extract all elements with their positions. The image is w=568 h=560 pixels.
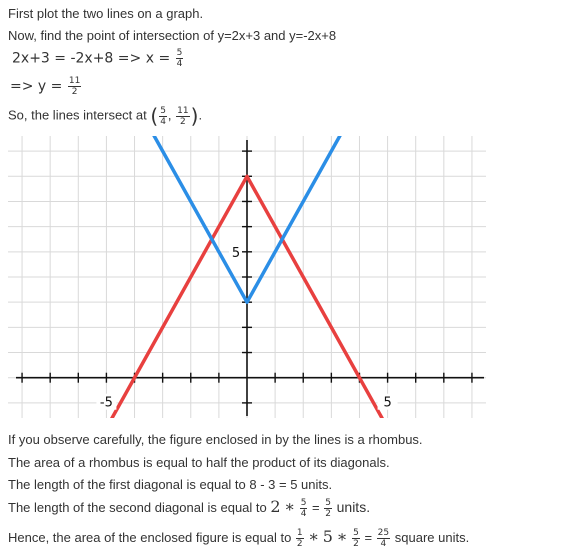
- equals-symbol: =: [312, 500, 320, 515]
- intro-line-2: Now, find the point of intersection of y=2x+3 and y=-2x+8: [8, 28, 337, 43]
- line-graph: [8, 136, 486, 418]
- equation-x-left: 2x+3 = -2x+8 => x =: [12, 50, 171, 67]
- fraction-numerator: 1: [296, 528, 303, 539]
- times-symbol: ∗: [308, 527, 320, 546]
- fraction-denominator: 4: [176, 59, 183, 69]
- fraction-denominator: 4: [380, 539, 387, 550]
- fraction-denominator: 2: [71, 87, 78, 97]
- intro-line-1: First plot the two lines on a graph.: [8, 6, 204, 21]
- fraction-five-halves: [352, 528, 360, 549]
- period: .: [198, 107, 203, 123]
- fraction-numerator: 5: [353, 528, 359, 539]
- fraction-twenty-five-fourths: [377, 528, 390, 549]
- line5-units: square units.: [394, 530, 470, 545]
- fraction-numerator: 5: [160, 105, 166, 116]
- fraction-numerator: 11: [177, 105, 189, 116]
- conclusion-line-5: [8, 527, 469, 549]
- conclusion-line-4: [8, 497, 370, 519]
- fraction-numerator: 5: [176, 48, 183, 58]
- fraction-y-value: [68, 76, 81, 97]
- fraction-denominator: 2: [296, 539, 303, 550]
- fraction-numerator: 5: [325, 498, 331, 509]
- x-tick-label: -5: [99, 395, 113, 411]
- fraction-denominator: 2: [180, 116, 186, 127]
- x-tick-label: 5: [383, 395, 392, 411]
- y-tick-label: 5: [231, 245, 241, 261]
- fraction-denominator: 4: [300, 509, 307, 520]
- fraction-one-half: [296, 528, 304, 549]
- open-paren: (: [150, 104, 159, 128]
- times-symbol: ∗: [336, 527, 348, 546]
- fraction-x-value: [176, 48, 184, 69]
- equals-symbol: =: [364, 530, 373, 545]
- fraction-five-halves: [324, 498, 332, 519]
- times-symbol: ∗: [284, 497, 296, 516]
- conclusion-line-3: The length of the first diagonal is equal to 8 - 3 = 5 units.: [8, 477, 333, 492]
- line4-two: 2: [270, 497, 281, 516]
- line5-text: Hence, the area of the enclosed figure is equal to: [8, 530, 292, 545]
- line4-text: The length of the second diagonal is equal to: [8, 500, 267, 515]
- fraction-denominator: 2: [325, 509, 331, 520]
- conclusion-line-1: If you observe carefully, the figure enclosed in by the lines is a rhombus.: [8, 432, 423, 447]
- fraction-point-y: [176, 106, 189, 127]
- intersection-text: So, the lines intersect at: [8, 107, 147, 123]
- fraction-five-fourths: [300, 498, 308, 519]
- fraction-denominator: 2: [353, 539, 359, 550]
- equation-y-left: => y =: [10, 78, 63, 95]
- equation-x: [12, 48, 184, 69]
- fraction-point-x: [159, 106, 167, 127]
- intersection-statement: [8, 104, 202, 128]
- line5-five: 5: [322, 527, 333, 546]
- conclusion-line-2: The area of a rhombus is equal to half the product of its diagonals.: [8, 455, 390, 470]
- line4-units: units.: [336, 499, 371, 515]
- fraction-denominator: 4: [160, 116, 166, 127]
- close-paren: ): [190, 104, 199, 128]
- comma: ,: [167, 107, 172, 123]
- fraction-numerator: 25: [377, 528, 390, 539]
- equation-y: [10, 76, 82, 97]
- fraction-numerator: 11: [68, 76, 81, 86]
- fraction-numerator: 5: [300, 498, 307, 509]
